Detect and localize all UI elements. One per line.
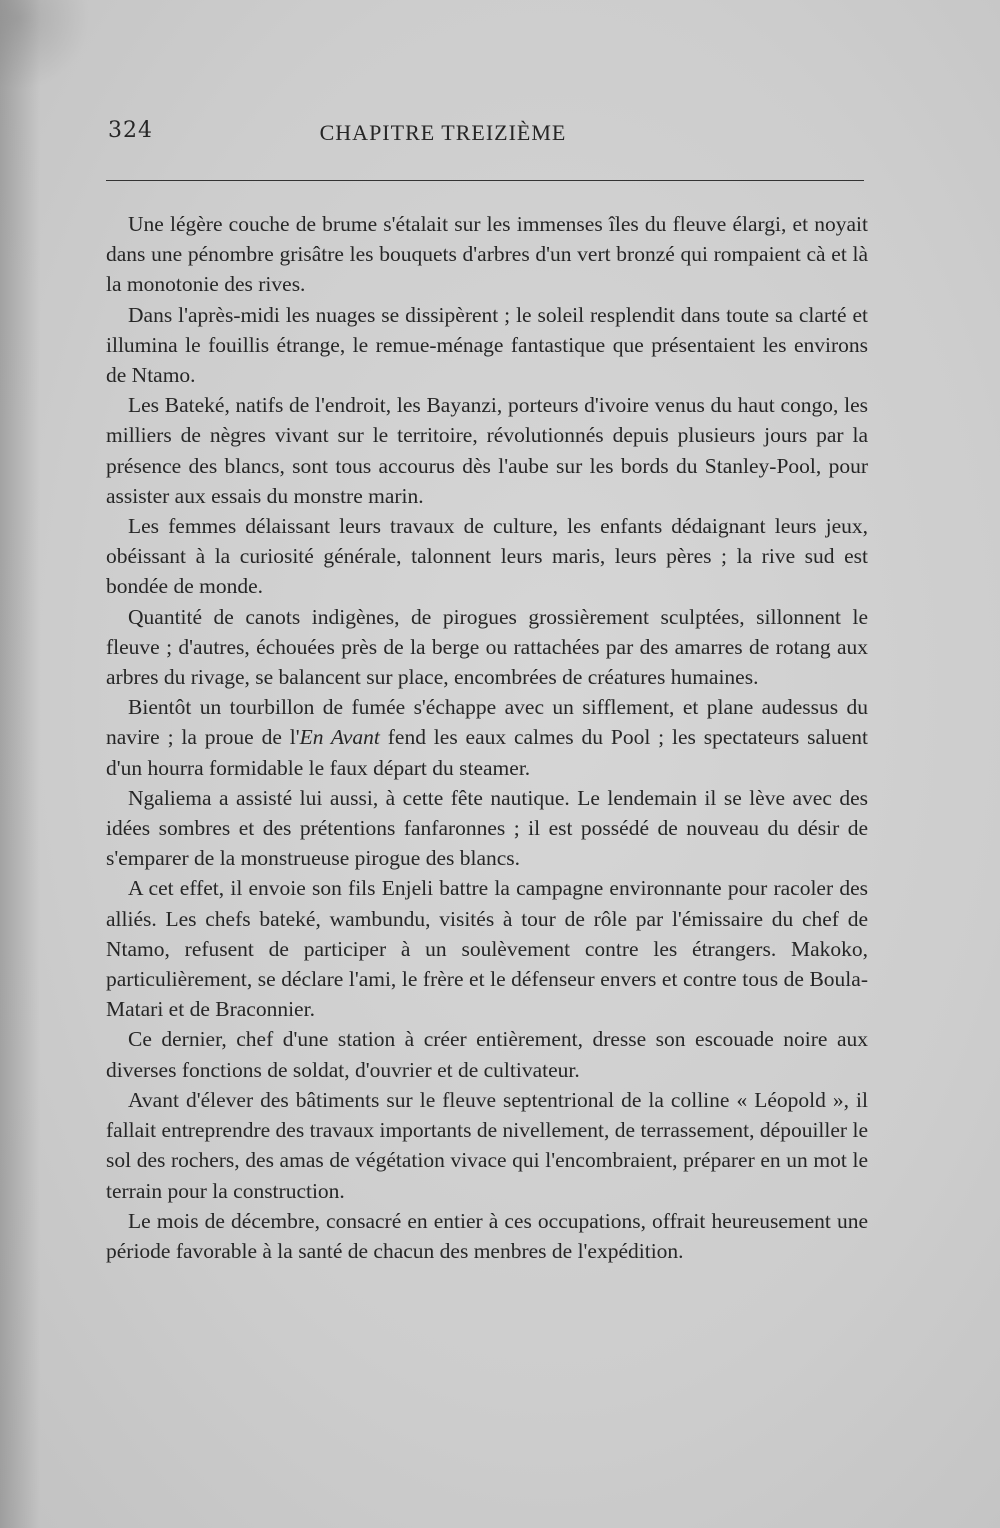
- paragraph: Les femmes délaissant leurs travaux de culture, les enfants dédaignant leurs jeux, obéissant à la curiosité générale, talonnent leurs maris, leurs pères ; la rive sud est bondée de monde.: [106, 514, 868, 599]
- paper-smudge: [0, 0, 90, 90]
- paragraph: Dans l'après-midi les nuages se dissipèrent ; le soleil resplendit dans toute sa clarté et illumina le fouillis étrange, le remue-ménage fantastique que présentaient les environs de Ntamo.: [106, 302, 868, 388]
- paragraph-text: Bientôt un tourbillon de fumée s'échappe avec un sifflement, et plane audessus du navire ; la proue de l': [106, 695, 868, 750]
- paragraph: Les Bateké, natifs de l'endroit, les Bayanzi, porteurs d'ivoire venus du haut congo, les milliers de nègres vivant sur le territoire, révolutionnés depuis plusieurs jours par la présence des blancs, sont tous accourus dès l'aube sur les bords du Stanley-Pool, pour assister aux essais du monstre marin.: [106, 393, 868, 508]
- paragraph: Ce dernier, chef d'une station à créer entièrement, dresse son escouade noire aux diverses fonctions de soldat, d'ouvrier et de cultivateur.: [106, 1027, 868, 1082]
- paragraph: Le mois de décembre, consacré en entier à ces occupations, offrait heureusement une période favorable à la santé de chacun des menbres de l'expédition.: [106, 1208, 868, 1263]
- paragraph: [106, 692, 868, 783]
- body-text: [106, 209, 868, 1266]
- page-number: 324: [108, 118, 153, 143]
- paragraph: Une légère couche de brume s'étalait sur les immenses îles du fleuve élargi, et noyait dans une pénombre grisâtre les bouquets d'arbres d'un vert bronzé qui rompaient cà et là la monotonie des rives.: [106, 212, 868, 297]
- running-head: [108, 118, 868, 152]
- header-rule: [106, 180, 864, 181]
- paragraph: Quantité de canots indigènes, de pirogues grossièrement sculptées, sillonnent le fleuve ; d'autres, échouées près de la berge ou rattachées par des amarres de rotang aux arbres du rivage, se balancent sur place, encombrées de créatures humaines.: [106, 604, 868, 690]
- ship-name: En Avant: [299, 725, 380, 750]
- page-gutter-shadow: [0, 0, 40, 1528]
- chapter-title: CHAPITRE TREIZIÈME: [319, 120, 567, 145]
- paragraph-text: fend les eaux calmes du Pool ; les spectateurs saluent d'un hourra formidable le faux départ du steamer.: [106, 725, 868, 780]
- paragraph: A cet effet, il envoie son fils Enjeli battre la campagne environnante pour racoler des alliés. Les chefs bateké, wambundu, visités à tour de rôle par l'émissaire du chef de Ntamo, refusent de participer à un soulèvement contre les étrangers. Makoko, particulièrement, se déclare l'ami, le frère et le défenseur envers et contre tous de Boula-Matari et de Braconnier.: [106, 876, 868, 1022]
- paragraph: Avant d'élever des bâtiments sur le fleuve septentrional de la colline « Léopold », il fallait entreprendre des travaux importants de nivellement, de terrassement, dépouiller le sol des rochers, des amas de végétation vivace qui l'encombraient, préparer en un mot le terrain pour la construction.: [106, 1087, 868, 1203]
- paragraph: Ngaliema a assisté lui aussi, à cette fête nautique. Le lendemain il se lève avec des idées sombres et des prétentions fanfaronnes ; il est possédé de nouveau du désir de s'emparer de la monstrueuse pirogue des blancs.: [106, 785, 868, 871]
